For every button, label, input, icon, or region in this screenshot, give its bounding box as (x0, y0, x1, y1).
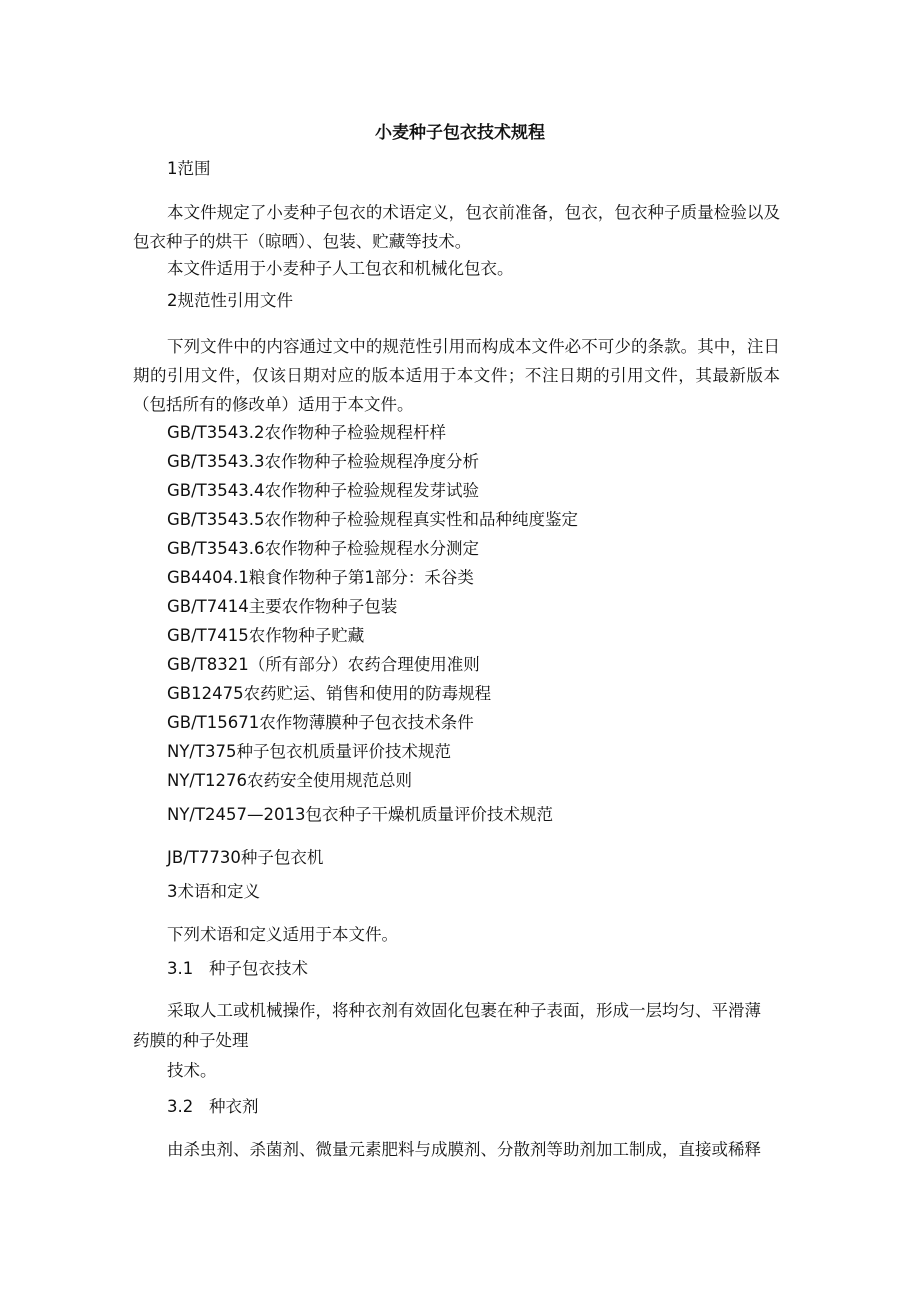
document-title: 小麦种子包衣技术规程 (375, 123, 545, 143)
section-1-paragraph-1: 本文件规定了小麦种子包衣的术语定义，包衣前准备，包衣，包衣种子质量检验以及包衣种子的烘干（晾晒）、包装、贮藏等技术。 (133, 203, 780, 251)
section-3-2-text-line: 由杀虫剂、杀菌剂、微量元素肥料与成膜剂、分散剂等助剂加工制成，直接或稀释 (167, 1140, 761, 1159)
reference-item: GB/T3543.3农作物种子检验规程净度分析 (167, 452, 479, 471)
reference-item: GB/T7414主要农作物种子包装 (167, 597, 398, 616)
reference-item: GB/T3543.5农作物种子检验规程真实性和品种纯度鉴定 (167, 510, 578, 529)
reference-item: GB/T3543.6农作物种子检验规程水分测定 (167, 539, 479, 558)
section-1-heading: 1范围 (167, 159, 211, 178)
reference-item: GB12475农药贮运、销售和使用的防毒规程 (167, 684, 492, 703)
reference-item: NY/T2457—2013包衣种子干燥机质量评价技术规范 (167, 805, 554, 824)
reference-item: GB/T15671农作物薄膜种子包衣技术条件 (167, 713, 474, 732)
section-3-1-text-line: 药膜的种子处理 (133, 1031, 249, 1050)
section-2-heading: 2规范性引用文件 (167, 291, 293, 310)
reference-item: GB/T8321（所有部分）农药合理使用准则 (167, 655, 480, 674)
section-3-1-text-line: 技术。 (167, 1061, 217, 1080)
reference-item: NY/T1276农药安全使用规范总则 (167, 771, 413, 790)
section-3-1-heading: 3.1 种子包衣技术 (167, 959, 308, 978)
section-1-paragraph-2: 本文件适用于小麦种子人工包衣和机械化包衣。 (167, 259, 514, 278)
section-3-heading: 3术语和定义 (167, 882, 260, 901)
reference-item: GB/T3543.2农作物种子检验规程杆样 (167, 423, 446, 442)
section-2-paragraph-1: 下列文件中的内容通过文中的规范性引用而构成本文件必不可少的条款。其中，注日期的引用文件，仅该日期对应的版本适用于本文件；不注日期的引用文件，其最新版本（包括所有的修改单）适用于本文件。 (133, 337, 780, 414)
reference-item: GB/T7415农作物种子贮藏 (167, 626, 365, 645)
reference-item: GB4404.1粮食作物种子第1部分：禾谷类 (167, 568, 474, 587)
section-3-2-heading: 3.2 种衣剂 (167, 1097, 259, 1116)
reference-item: GB/T3543.4农作物种子检验规程发芽试验 (167, 481, 479, 500)
section-3-paragraph-1: 下列术语和定义适用于本文件。 (167, 925, 398, 944)
reference-item: JB/T7730种子包衣机 (167, 848, 324, 867)
section-3-1-text-line: 采取人工或机械操作，将种衣剂有效固化包裹在种子表面，形成一层均匀、平滑薄 (167, 1001, 761, 1020)
reference-item: NY/T375种子包衣机质量评价技术规范 (167, 742, 452, 761)
